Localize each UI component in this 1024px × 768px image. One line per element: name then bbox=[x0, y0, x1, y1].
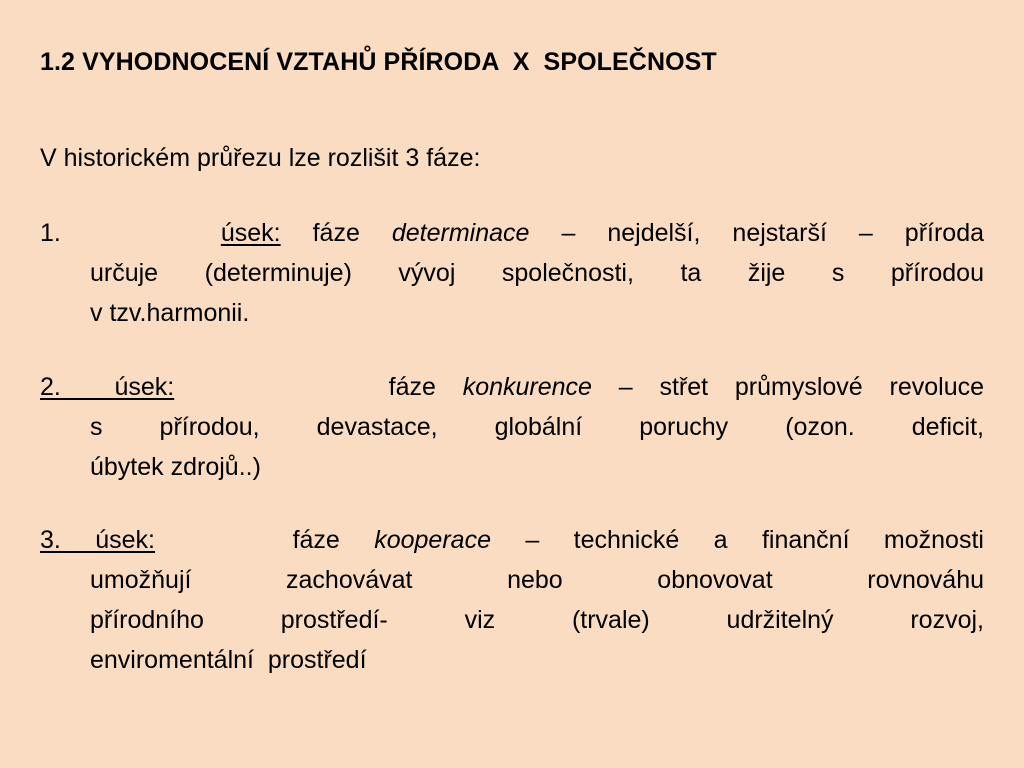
item-2-phase-name: konkurence bbox=[462, 373, 592, 401]
item-2-line-2: s přírodou, devastace, globální poruchy (ozon. deficit, bbox=[90, 413, 984, 441]
item-2-line-1-rest: – střet průmyslové revoluce bbox=[618, 373, 985, 401]
list-item-3 bbox=[40, 520, 984, 680]
item-2-label: 2. úsek: bbox=[40, 373, 175, 401]
item-3-line-1-rest: – technické bbox=[525, 526, 680, 554]
item-2-phase-prefix: fáze bbox=[388, 373, 436, 401]
item-3-line-1 bbox=[40, 520, 984, 560]
item-1-line-3: v tzv.harmonii. bbox=[90, 299, 250, 327]
item-1-phase-prefix: fáze bbox=[312, 219, 360, 247]
item-3-line-3: přírodního prostředí- viz (trvale) udržitelný rozvoj, bbox=[90, 606, 984, 634]
item-1-phase-name: determinace bbox=[391, 219, 530, 247]
item-3-phase-prefix: fáze bbox=[292, 526, 340, 554]
item-1-line-2: určuje (determinuje) vývoj společnosti, ta žije s přírodou bbox=[90, 259, 984, 287]
item-1-line-1-rest: – nejdelší, nejstarší – příroda bbox=[561, 219, 985, 247]
item-1-number: 1. bbox=[40, 219, 61, 247]
intro-text: V historickém průřezu lze rozlišit 3 fáze: bbox=[40, 144, 481, 172]
item-3-label: 3. úsek: bbox=[40, 526, 155, 554]
item-2-line-3: úbytek zdrojů..) bbox=[90, 453, 261, 481]
list-item-1 bbox=[40, 213, 984, 333]
item-3-line-1-tail: a finanční možnosti bbox=[713, 526, 984, 554]
item-1-gap bbox=[93, 219, 189, 247]
item-2-line-1 bbox=[40, 367, 984, 407]
item-3-phase-name: kooperace bbox=[374, 526, 491, 554]
slide-title: 1.2 VYHODNOCENÍ VZTAHŮ PŘÍRODA X SPOLEČNOST bbox=[40, 48, 717, 76]
list-item-2 bbox=[40, 367, 984, 487]
item-3-line-2: umožňují zachovávat nebo obnovovat rovnováhu bbox=[90, 566, 984, 594]
item-3-line-4: enviromentální prostředí bbox=[90, 646, 367, 674]
item-3-gap bbox=[189, 526, 258, 554]
item-2-gap bbox=[201, 373, 362, 401]
item-1-line-1 bbox=[40, 213, 984, 253]
item-1-label: úsek: bbox=[220, 219, 281, 247]
